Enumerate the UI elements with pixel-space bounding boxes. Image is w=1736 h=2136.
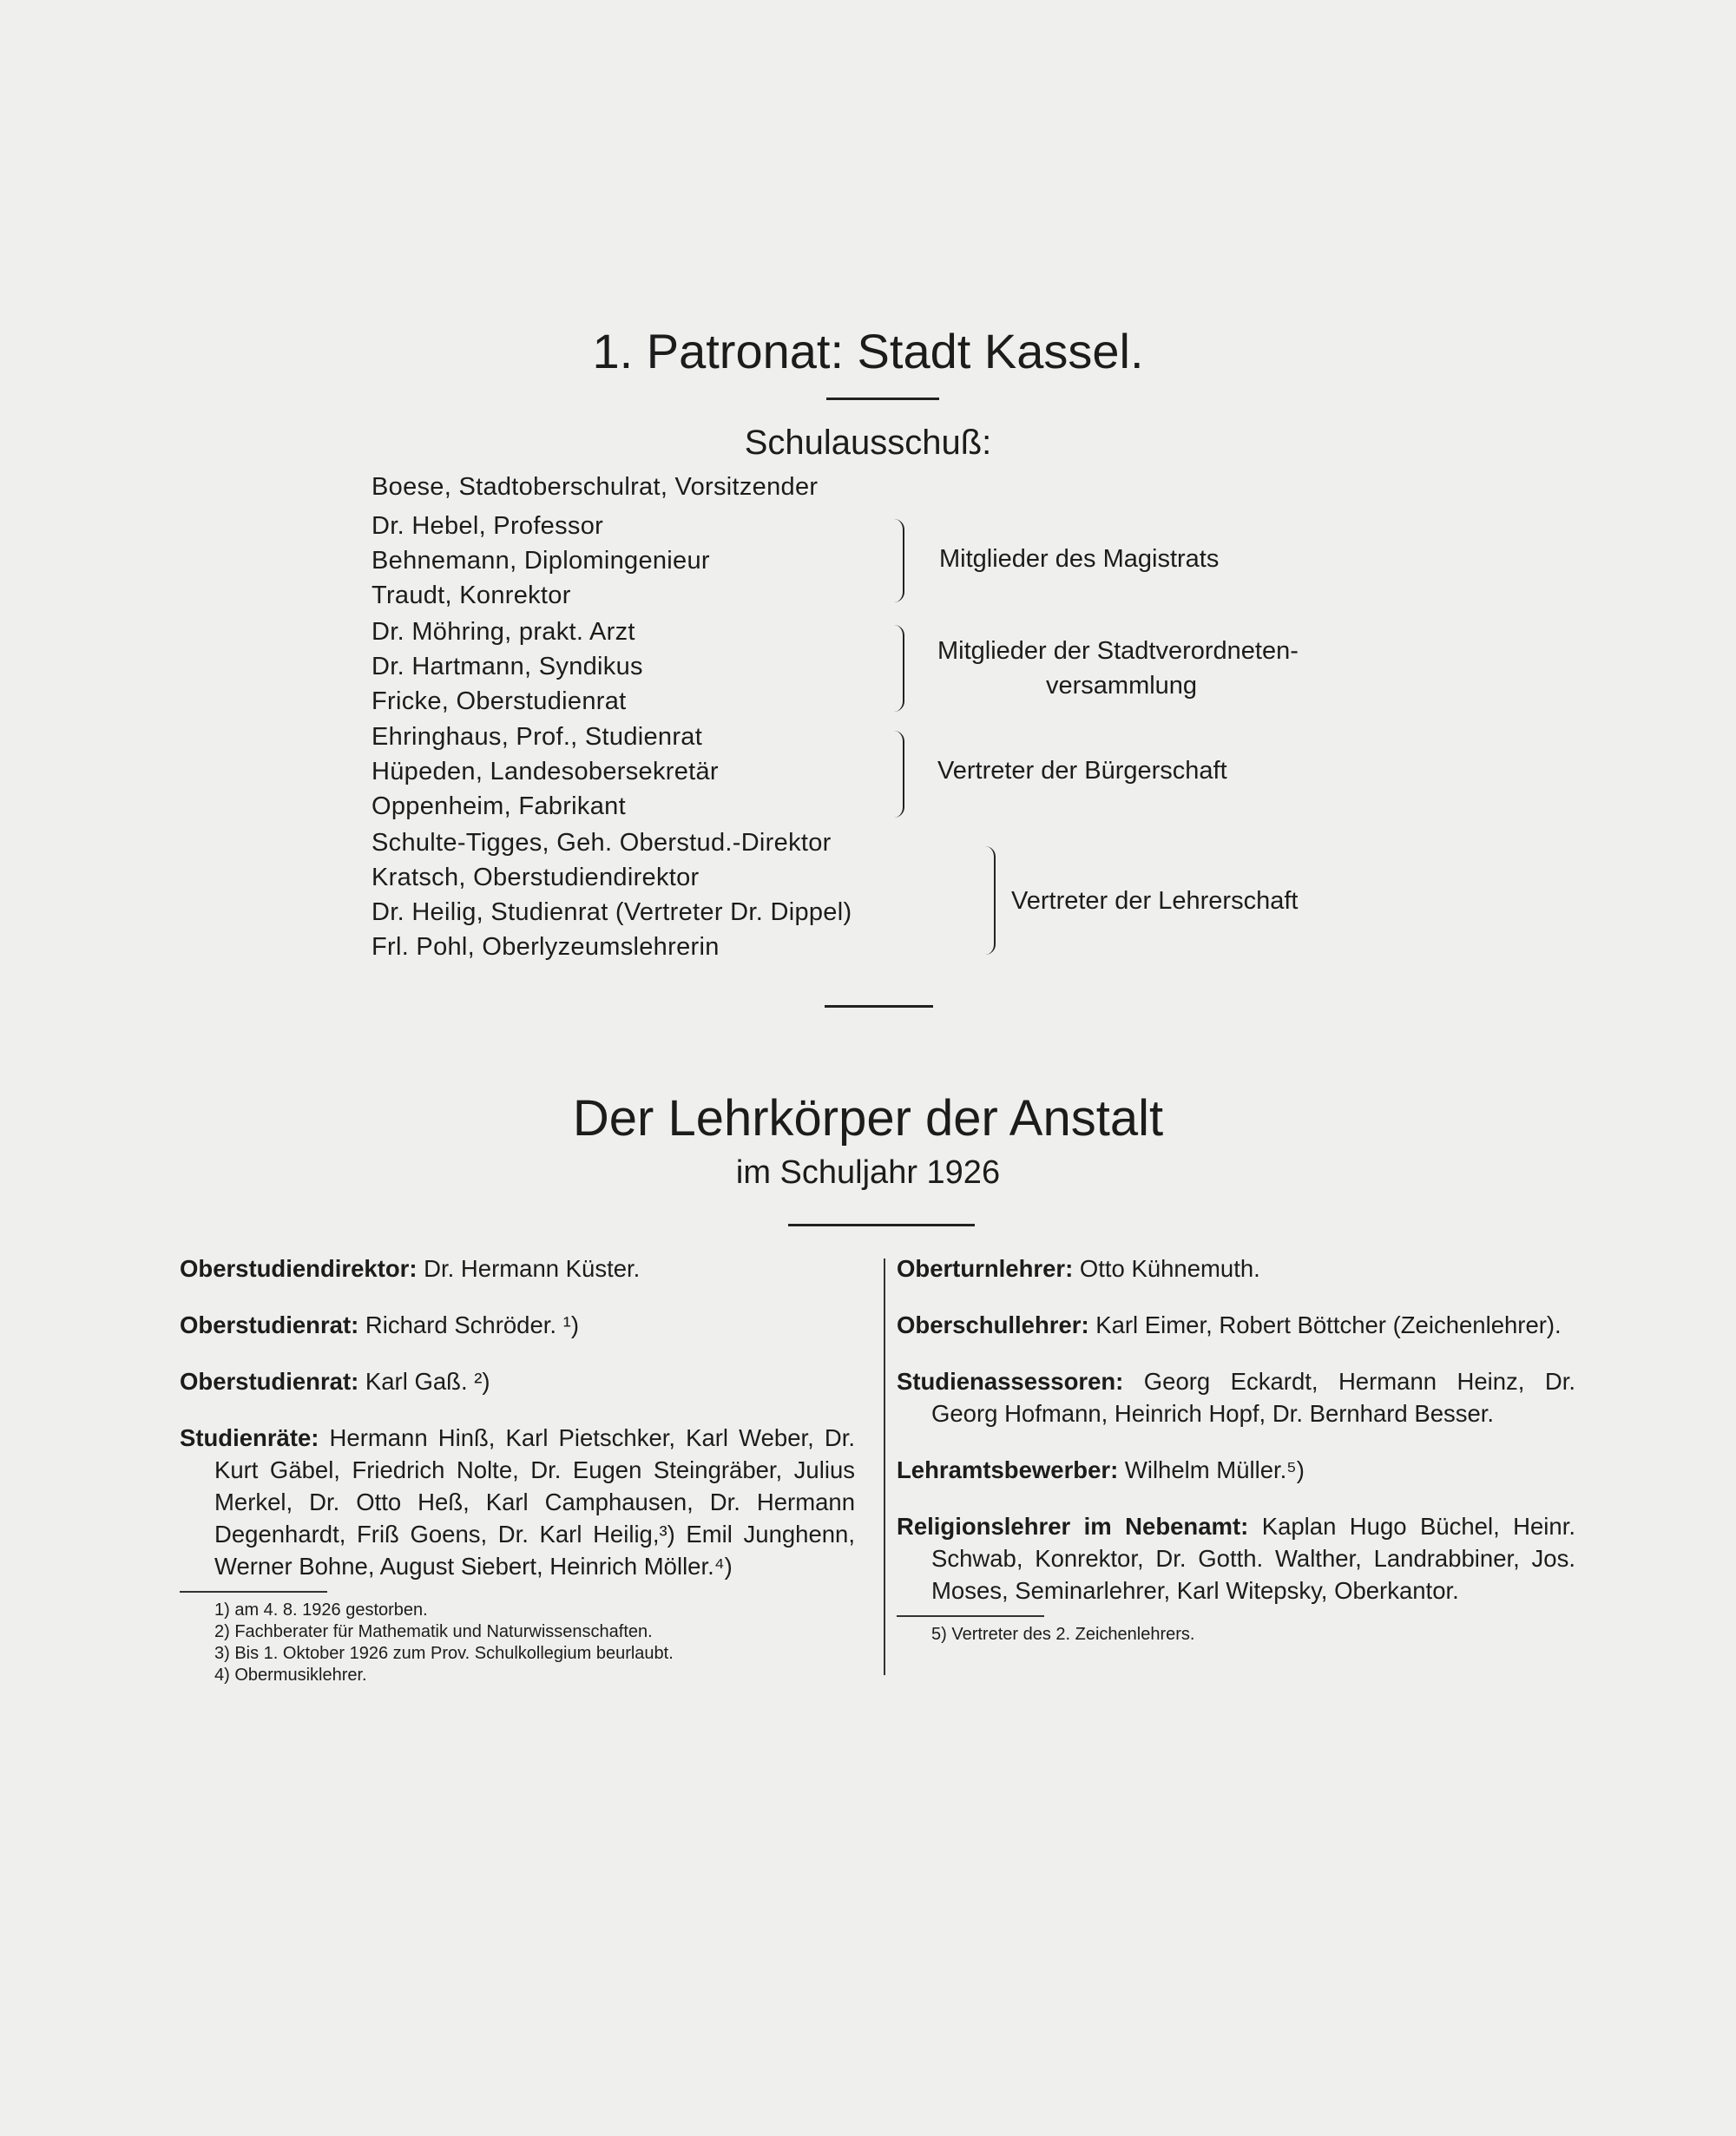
group-brace [894,731,904,818]
committee-title: Schulausschuß: [744,424,992,462]
faculty-entry [180,1422,855,1582]
role-label: Studienräte: [180,1424,319,1451]
role-label: Lehramtsbewerber: [897,1456,1119,1483]
group-brace [894,519,904,602]
names: Wilhelm Müller.⁵) [1124,1456,1305,1483]
names: Kaplan Hugo Büchel, Heinr. Schwab, Konrektor, Dr. Gotth. Walther, Landrabbiner, Jos. Moses, Seminarlehrer, Karl Witepsky, Oberkantor. [931,1513,1575,1604]
divider [825,1005,933,1008]
page-title: 1. Patronat: Stadt Kassel. [592,324,1144,378]
footnote: 4) Obermusiklehrer. [214,1666,367,1685]
group-brace [985,846,996,955]
faculty-entry [897,1252,1575,1285]
faculty-entry [180,1252,855,1285]
names: Karl Eimer, Robert Böttcher (Zeichenlehrer). [1095,1311,1562,1338]
names: Karl Gaß. ²) [365,1368,490,1395]
footnote-rule [180,1591,327,1593]
footnote: 1) am 4. 8. 1926 gestorben. [214,1600,428,1620]
role-label: Oberturnlehrer: [897,1255,1074,1282]
role-label: Oberschullehrer: [897,1311,1089,1338]
divider [788,1224,975,1226]
footnote: 5) Vertreter des 2. Zeichenlehrers. [931,1625,1195,1644]
group-label: Mitglieder des Magistrats [939,545,1220,573]
committee-member: Oppenheim, Fabrikant [372,792,626,820]
role-label: Oberstudienrat: [180,1368,359,1395]
committee-member: Dr. Hebel, Professor [372,512,604,540]
faculty-entry [180,1365,855,1397]
faculty-entry [180,1309,855,1341]
role-label: Religionslehrer im Nebenamt: [897,1513,1249,1540]
names: Richard Schröder. ¹) [365,1311,579,1338]
names: Hermann Hinß, Karl Pietschker, Karl Weber, Dr. Kurt Gäbel, Friedrich Nolte, Dr. Eugen Steingräber, Julius Merkel, Dr. Otto Heß, Karl Camphausen, Dr. Hermann Degenhardt, Friß Goens, Dr. Karl Heilig,³) Emil Junghenn, Werner Bohne, August Siebert, Heinrich Möller.⁴) [214,1424,856,1580]
names: Georg Eckardt, Hermann Heinz, Dr. Georg Hofmann, Heinrich Hopf, Dr. Bernhard Besser. [931,1368,1575,1427]
committee-member: Traudt, Konrektor [372,582,571,609]
committee-member: Fricke, Oberstudienrat [372,687,627,715]
faculty-subtitle: im Schuljahr 1926 [735,1154,1001,1191]
role-label: Oberstudiendirektor: [180,1255,418,1282]
faculty-left-column [180,1252,855,1686]
footnote: 2) Fachberater für Mathematik und Naturwissenschaften. [214,1622,653,1641]
group-label-continued: versammlung [1046,672,1198,700]
role-label: Oberstudienrat: [180,1311,359,1338]
faculty-title: Der Lehrkörper der Anstalt [572,1090,1164,1147]
group-label: Vertreter der Bürgerschaft [937,757,1227,785]
committee-member: Behnemann, Diplomingenieur [372,547,710,575]
names: Otto Kühnemuth. [1079,1255,1260,1282]
faculty-entry [897,1365,1575,1429]
committee-chair: Boese, Stadtoberschulrat, Vorsitzender [372,473,819,501]
faculty-right-column [897,1252,1575,1646]
committee-member: Schulte-Tigges, Geh. Oberstud.-Direktor [372,829,832,857]
role-label: Studienassessoren: [897,1368,1124,1395]
group-label: Mitglieder der Stadtverordneten- [937,637,1299,665]
committee-member: Ehringhaus, Prof., Studienrat [372,723,703,751]
group-label: Vertreter der Lehrerschaft [1011,887,1299,915]
column-divider [884,1259,885,1675]
footnote: 3) Bis 1. Oktober 1926 zum Prov. Schulkollegium beurlaubt. [214,1644,674,1663]
faculty-entry [897,1309,1575,1341]
committee-member: Kratsch, Oberstudiendirektor [372,864,700,891]
group-brace [894,625,904,712]
committee-member: Hüpeden, Landesobersekretär [372,758,719,785]
committee-member: Dr. Hartmann, Syndikus [372,653,643,680]
committee-member: Dr. Heilig, Studienrat (Vertreter Dr. Dippel) [372,898,852,926]
names: Dr. Hermann Küster. [424,1255,641,1282]
committee-member: Frl. Pohl, Oberlyzeumslehrerin [372,933,720,961]
faculty-entry [897,1510,1575,1607]
footnote-rule [897,1615,1044,1617]
divider [826,398,939,400]
committee-member: Dr. Möhring, prakt. Arzt [372,618,635,646]
faculty-entry [897,1454,1575,1486]
